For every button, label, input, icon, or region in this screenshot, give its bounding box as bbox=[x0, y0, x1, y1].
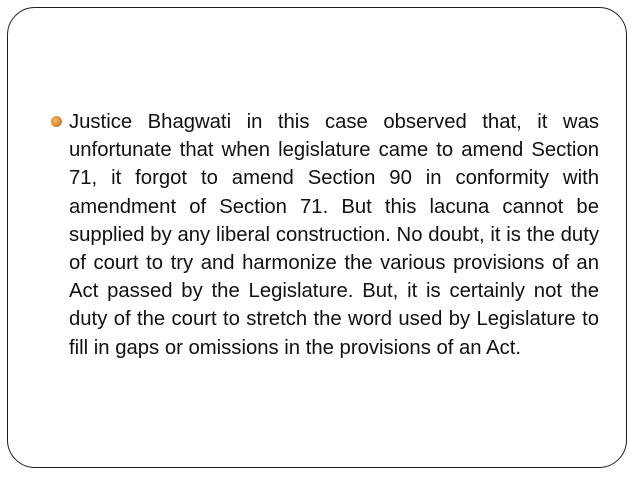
bullet-paragraph: Justice Bhagwati in this case observed that, it was unfortunate that when legislature came to amend Section 71, it forgot to amend Section 90 in conformity with amendment of Section 71. But this lacuna cannot be supplied by any liberal construction. No doubt, it is the duty of court to try and harmonize the various provisions of an Act passed by the Legislature. But, it is certainly not the duty of the court to stretch the word used by Legislature to fill in gaps or omissions in the provisions of an Act. bbox=[69, 111, 599, 359]
slide-content bbox=[69, 108, 599, 362]
